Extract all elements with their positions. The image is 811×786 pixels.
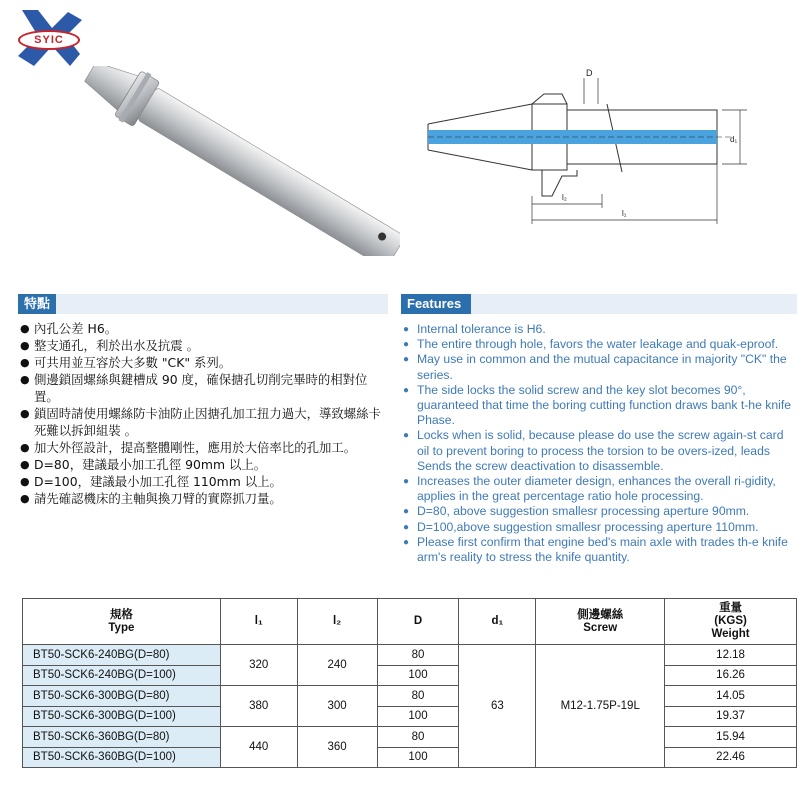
header-weight-unit: (KGS): [714, 615, 747, 627]
features-en-title: Features: [407, 296, 462, 311]
features-zh-title: 特點: [24, 296, 51, 311]
list-item: ● Locks when is solid, because please do use the screw again-st card oil to prevent boring to process the torsion to be overs-ized, leads Sends the screw deactivation to disassemble.: [403, 428, 795, 474]
features-en-list: [403, 322, 795, 565]
header-d: D: [377, 599, 459, 645]
header-type: [23, 599, 221, 645]
table-row: [23, 727, 797, 748]
dim-d1-label: d₁: [730, 135, 738, 144]
header-d1: d₁: [459, 599, 536, 645]
list-item: ● 可共用並互容於大多數 "CK" 系列。: [20, 354, 388, 371]
cell-type: BT50-SCK6-240BG(D=80): [23, 645, 221, 666]
cell-l2: 240: [297, 645, 377, 686]
list-item: ● The side locks the solid screw and the key slot becomes 90°, guaranteed that time the boring cutting function draws bank t-he knife Phase.: [403, 383, 795, 429]
cell-type: BT50-SCK6-360BG(D=80): [23, 727, 221, 748]
list-item: ● Increases the outer diameter design, enhances the overall ri-gidity, applies in the great percentage ratio hole processing.: [403, 474, 795, 504]
features-zh-list: [20, 320, 388, 507]
cell-l1: 380: [220, 686, 297, 727]
header-weight-en: Weight: [711, 628, 750, 640]
cell-d: 100: [377, 706, 459, 727]
features-en-header: [401, 294, 797, 314]
table-row: [23, 706, 797, 727]
cell-weight: 16.26: [665, 665, 797, 686]
list-item: ● 請先確認機床的主軸與換刀臂的實際抓刀量。: [20, 490, 388, 507]
list-item: ● The entire through hole, favors the water leakage and quak-eproof.: [403, 337, 795, 352]
table-row: [23, 686, 797, 707]
list-item: ● Please first confirm that engine bed's main axle with trades th-e knife arm's reality to stress the knife quantity.: [403, 535, 795, 565]
cell-d: 80: [377, 727, 459, 748]
dim-l2-label: l₂: [562, 193, 567, 202]
cell-d1: 63: [459, 645, 536, 768]
list-item: ● 側邊鎖固螺絲與鍵槽成 90 度，確保搪孔切削完畢時的相對位置。: [20, 371, 388, 405]
table-row: [23, 645, 797, 666]
technical-drawing: [412, 64, 752, 234]
cell-d: 100: [377, 747, 459, 768]
cell-weight: 22.46: [665, 747, 797, 768]
list-item: ● 加大外徑設計，提高整體剛性，應用於大倍率比的孔加工。: [20, 439, 388, 456]
syic-logo: [8, 6, 88, 72]
header-type-en: Type: [108, 621, 135, 634]
cell-l1: 320: [220, 645, 297, 686]
spec-table: [22, 598, 797, 768]
cell-d: 100: [377, 665, 459, 686]
header-screw-en: Screw: [583, 621, 618, 634]
dim-d-label: D: [586, 68, 593, 78]
table-row: [23, 747, 797, 768]
list-item: ● Internal tolerance is H6.: [403, 322, 795, 337]
logo-text: SYIC: [18, 30, 80, 50]
cell-d: 80: [377, 645, 459, 666]
tool-holder-image: [70, 66, 400, 256]
cell-weight: 15.94: [665, 727, 797, 748]
cell-type: BT50-SCK6-300BG(D=100): [23, 706, 221, 727]
table-header-row: [23, 599, 797, 645]
header-screw: [536, 599, 665, 645]
cell-d: 80: [377, 686, 459, 707]
cell-screw: M12-1.75P-19L: [536, 645, 665, 768]
cell-weight: 14.05: [665, 686, 797, 707]
features-zh-header: [18, 294, 388, 314]
header-l1: l₁: [220, 599, 297, 645]
table-row: [23, 665, 797, 686]
header-l2: l₂: [297, 599, 377, 645]
list-item: ● 鎖固時請使用螺絲防卡油防止因搪孔加工扭力過大，導致螺絲卡死難以拆卸組裝 。: [20, 405, 388, 439]
list-item: ● D=100，建議最小加工孔徑 110mm 以上。: [20, 473, 388, 490]
list-item: ● D=100,above suggestion smallesr processing aperture 110mm.: [403, 520, 795, 535]
cell-l2: 360: [297, 727, 377, 768]
list-item: ● 整支通孔，利於出水及抗震 。: [20, 337, 388, 354]
cell-weight: 12.18: [665, 645, 797, 666]
header-type-zh: 規格: [109, 608, 133, 621]
cell-l2: 300: [297, 686, 377, 727]
header-screw-zh: 側邊螺絲: [577, 608, 624, 621]
cell-type: BT50-SCK6-240BG(D=100): [23, 665, 221, 686]
list-item: ● May use in common and the mutual capacitance in majority "CK" the series.: [403, 352, 795, 382]
cell-weight: 19.37: [665, 706, 797, 727]
list-item: ● 內孔公差 H6。: [20, 320, 388, 337]
header-weight: [665, 599, 797, 645]
cell-type: BT50-SCK6-300BG(D=80): [23, 686, 221, 707]
header-weight-zh: 重量: [719, 602, 743, 614]
cell-type: BT50-SCK6-360BG(D=100): [23, 747, 221, 768]
cell-l1: 440: [220, 727, 297, 768]
dim-l1-label: l₁: [622, 209, 627, 218]
list-item: ● D=80, above suggestion smallesr processing aperture 90mm.: [403, 504, 795, 519]
list-item: ● D=80，建議最小加工孔徑 90mm 以上。: [20, 456, 388, 473]
